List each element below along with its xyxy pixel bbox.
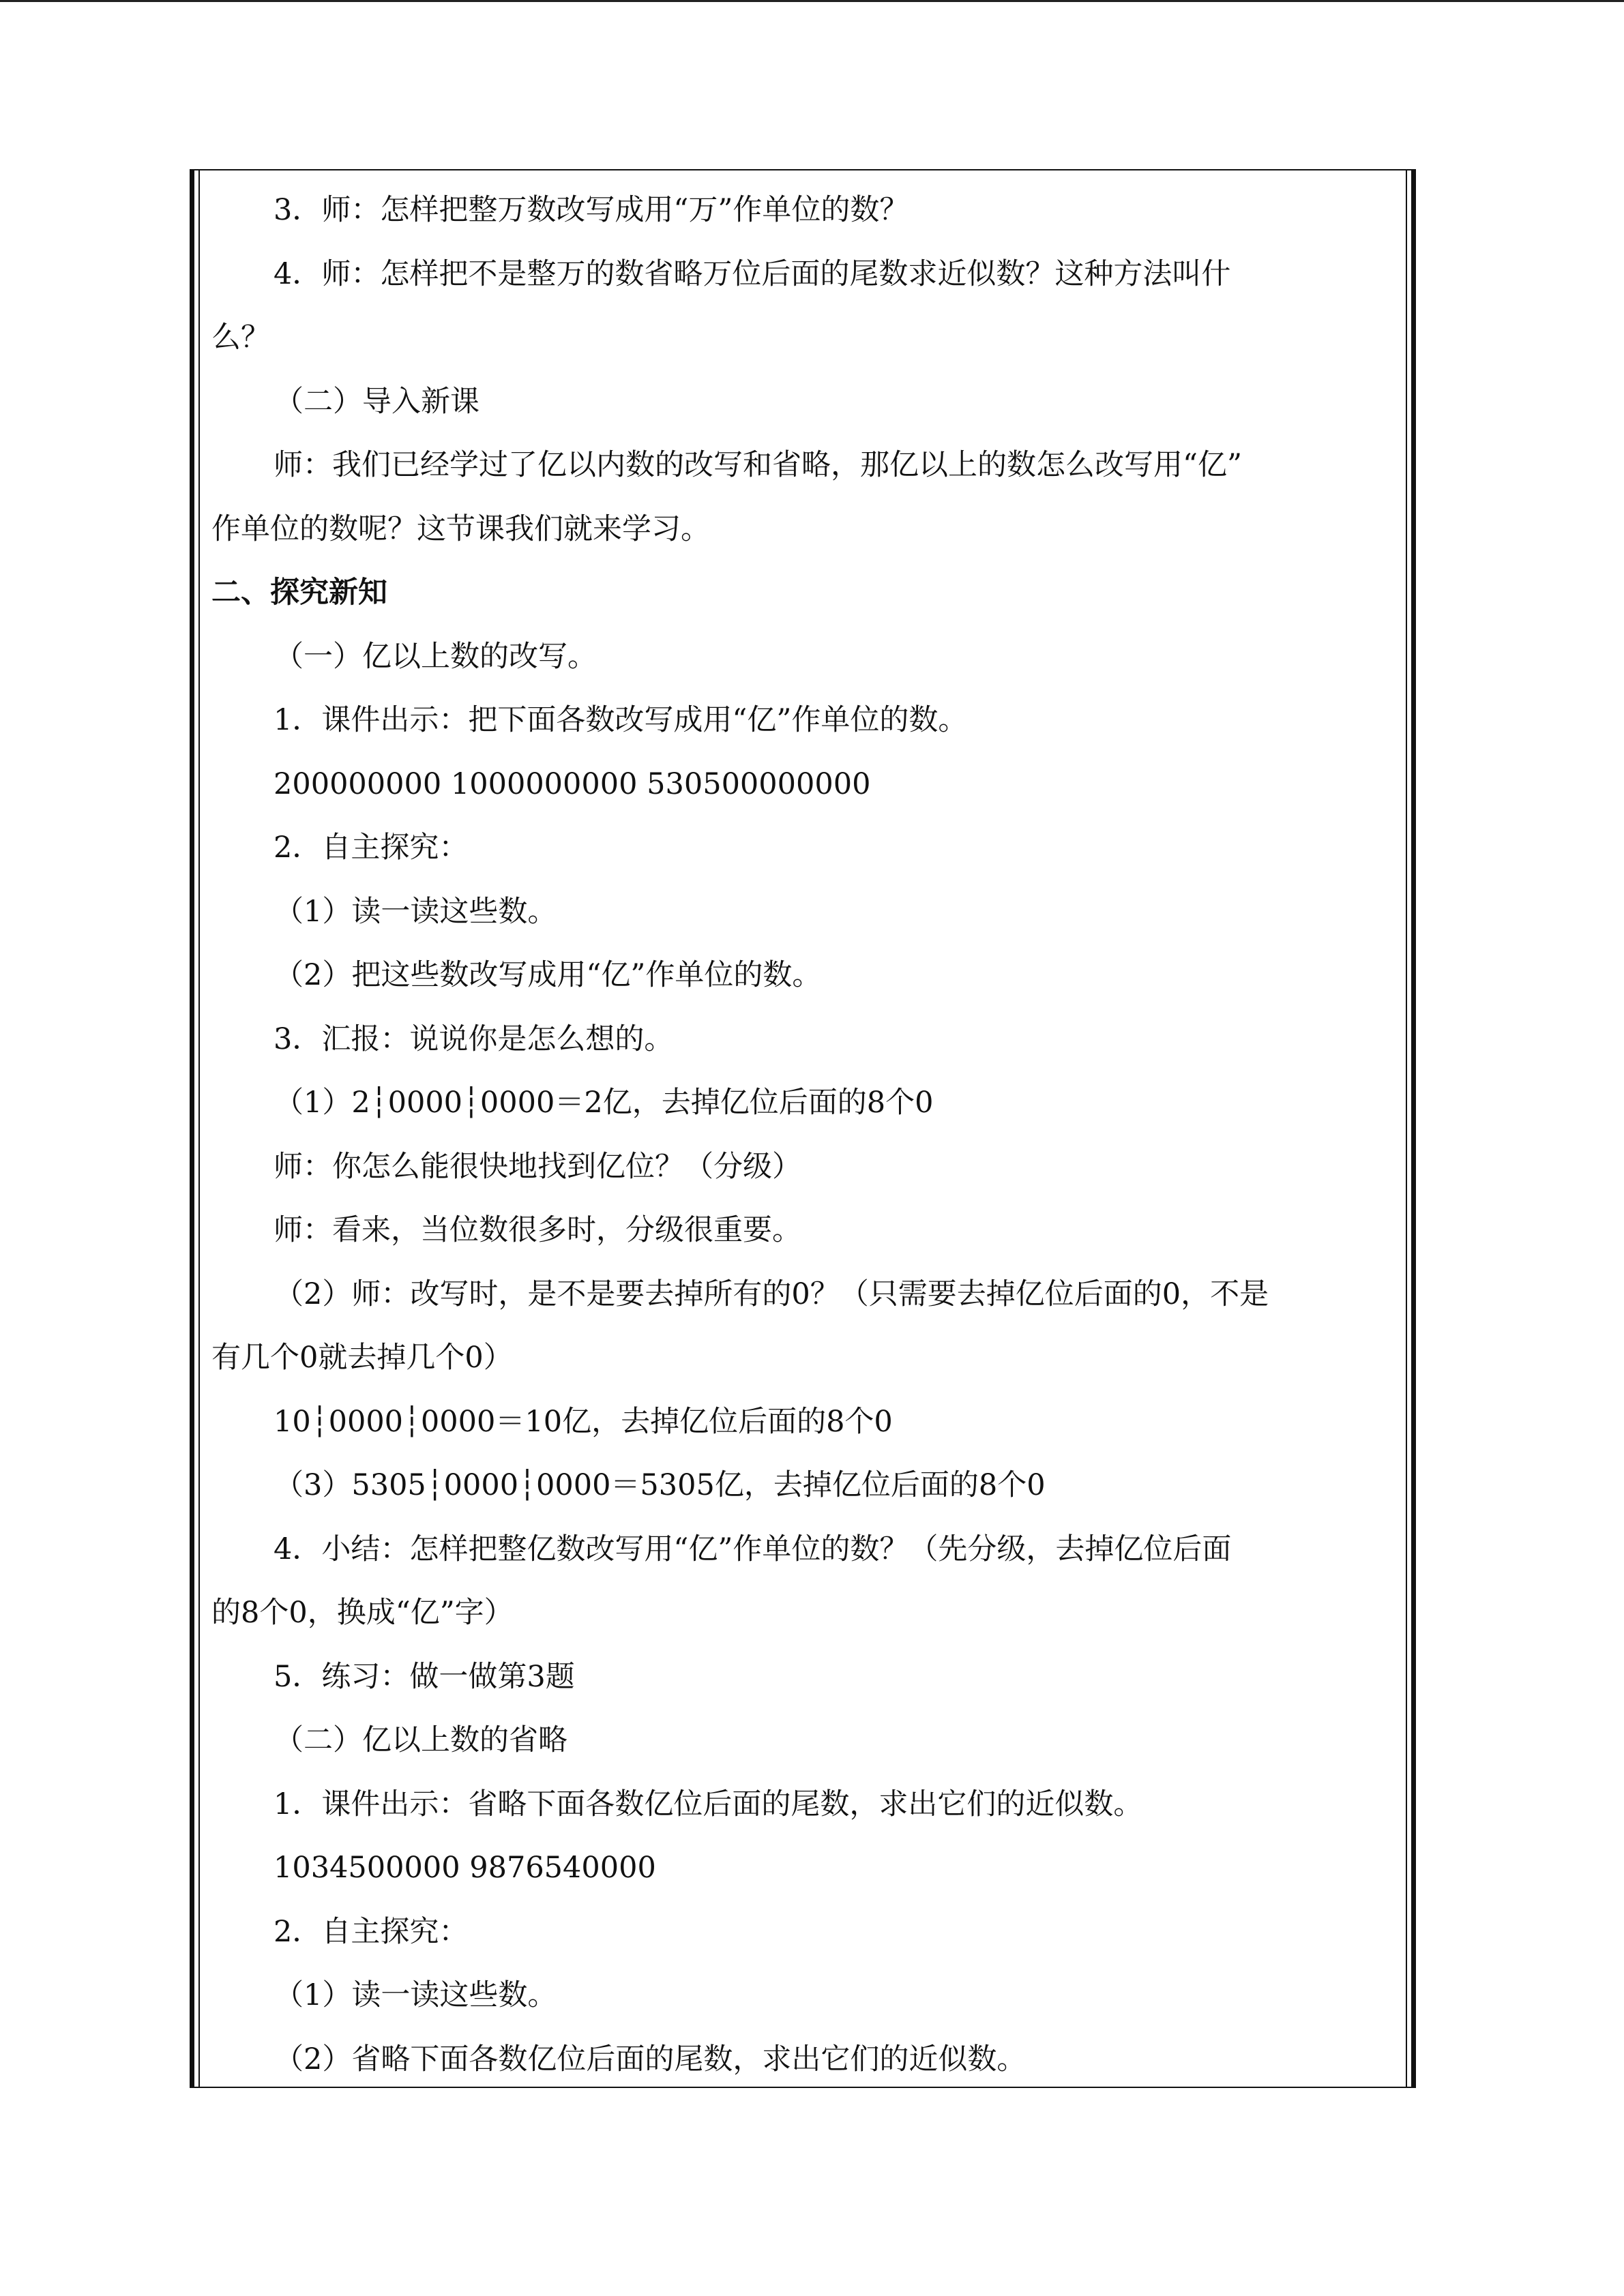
- subsection-heading: （一）亿以上数的改写。: [274, 639, 597, 674]
- paragraph-line: （2）把这些数改写成用“亿”作单位的数。: [274, 958, 822, 992]
- paragraph-line: 4．小结：怎样把整亿数改写用“亿”作单位的数？（先分级，去掉亿位后面: [274, 1532, 1232, 1566]
- paragraph-line: 么？: [211, 320, 270, 355]
- paragraph-line: 1．课件出示：省略下面各数亿位后面的尾数，求出它们的近似数。: [274, 1787, 1143, 1821]
- paragraph-line: 1．课件出示：把下面各数改写成用“亿”作单位的数。: [274, 703, 968, 737]
- paragraph-line: 2．自主探究：: [274, 1914, 469, 1949]
- number-list: 1034500000 9876540000: [274, 1851, 656, 1885]
- paragraph-line: 10┆0000┆0000＝10亿，去掉亿位后面的8个0: [274, 1404, 893, 1439]
- paragraph-line: 4．师：怎样把不是整万的数省略万位后面的尾数求近似数？这种方法叫什: [274, 256, 1231, 291]
- paragraph-line: （1）2┆0000┆0000＝2亿，去掉亿位后面的8个0: [274, 1086, 934, 1120]
- frame-left-thick-border: [190, 169, 194, 2088]
- subsection-heading: （二）导入新课: [274, 384, 479, 419]
- paragraph-line: 3．师：怎样把整万数改写成用“万”作单位的数？: [274, 193, 909, 227]
- number-list: 200000000 1000000000 530500000000: [274, 766, 871, 801]
- paragraph-line: （2）师：改写时，是不是要去掉所有的0？（只需要去掉亿位后面的0，不是: [274, 1277, 1269, 1311]
- paragraph-line: 3．汇报：说说你是怎么想的。: [274, 1022, 674, 1056]
- paragraph-line: （3）5305┆0000┆0000＝5305亿，去掉亿位后面的8个0: [274, 1468, 1046, 1502]
- subsection-heading: （二）亿以上数的省略: [274, 1723, 567, 1757]
- paragraph-line: 师：你怎么能很快地找到亿位？（分级）: [274, 1149, 801, 1184]
- paragraph-line: （2）省略下面各数亿位后面的尾数，求出它们的近似数。: [274, 2042, 1027, 2076]
- frame-left-thin-border: [198, 169, 200, 2088]
- paragraph-line: （1）读一读这些数。: [274, 1978, 557, 2012]
- paragraph-line: 有几个0就去掉几个0）: [211, 1341, 513, 1375]
- paragraph-line: （1）读一读这些数。: [274, 894, 557, 929]
- paragraph-line: 5．练习：做一做第3题: [274, 1659, 575, 1694]
- paragraph-line: 的8个0，换成“亿”字）: [211, 1596, 514, 1630]
- paragraph-line: 作单位的数呢？这节课我们就来学习。: [211, 511, 710, 546]
- lesson-plan-body: [211, 179, 1390, 2091]
- frame-right-thick-border: [1411, 169, 1416, 2088]
- frame-top-border: [190, 169, 1416, 170]
- paragraph-line: 2．自主探究：: [274, 831, 469, 865]
- paragraph-line: 师：我们已经学过了亿以内数的改写和省略，那亿以上的数怎么改写用“亿”: [274, 448, 1242, 482]
- frame-right-thin-border: [1406, 169, 1407, 2088]
- section-heading: 二、探究新知: [211, 576, 387, 610]
- paragraph-line: 师：看来，当位数很多时，分级很重要。: [274, 1213, 801, 1247]
- page-top-rule: [0, 0, 1624, 2]
